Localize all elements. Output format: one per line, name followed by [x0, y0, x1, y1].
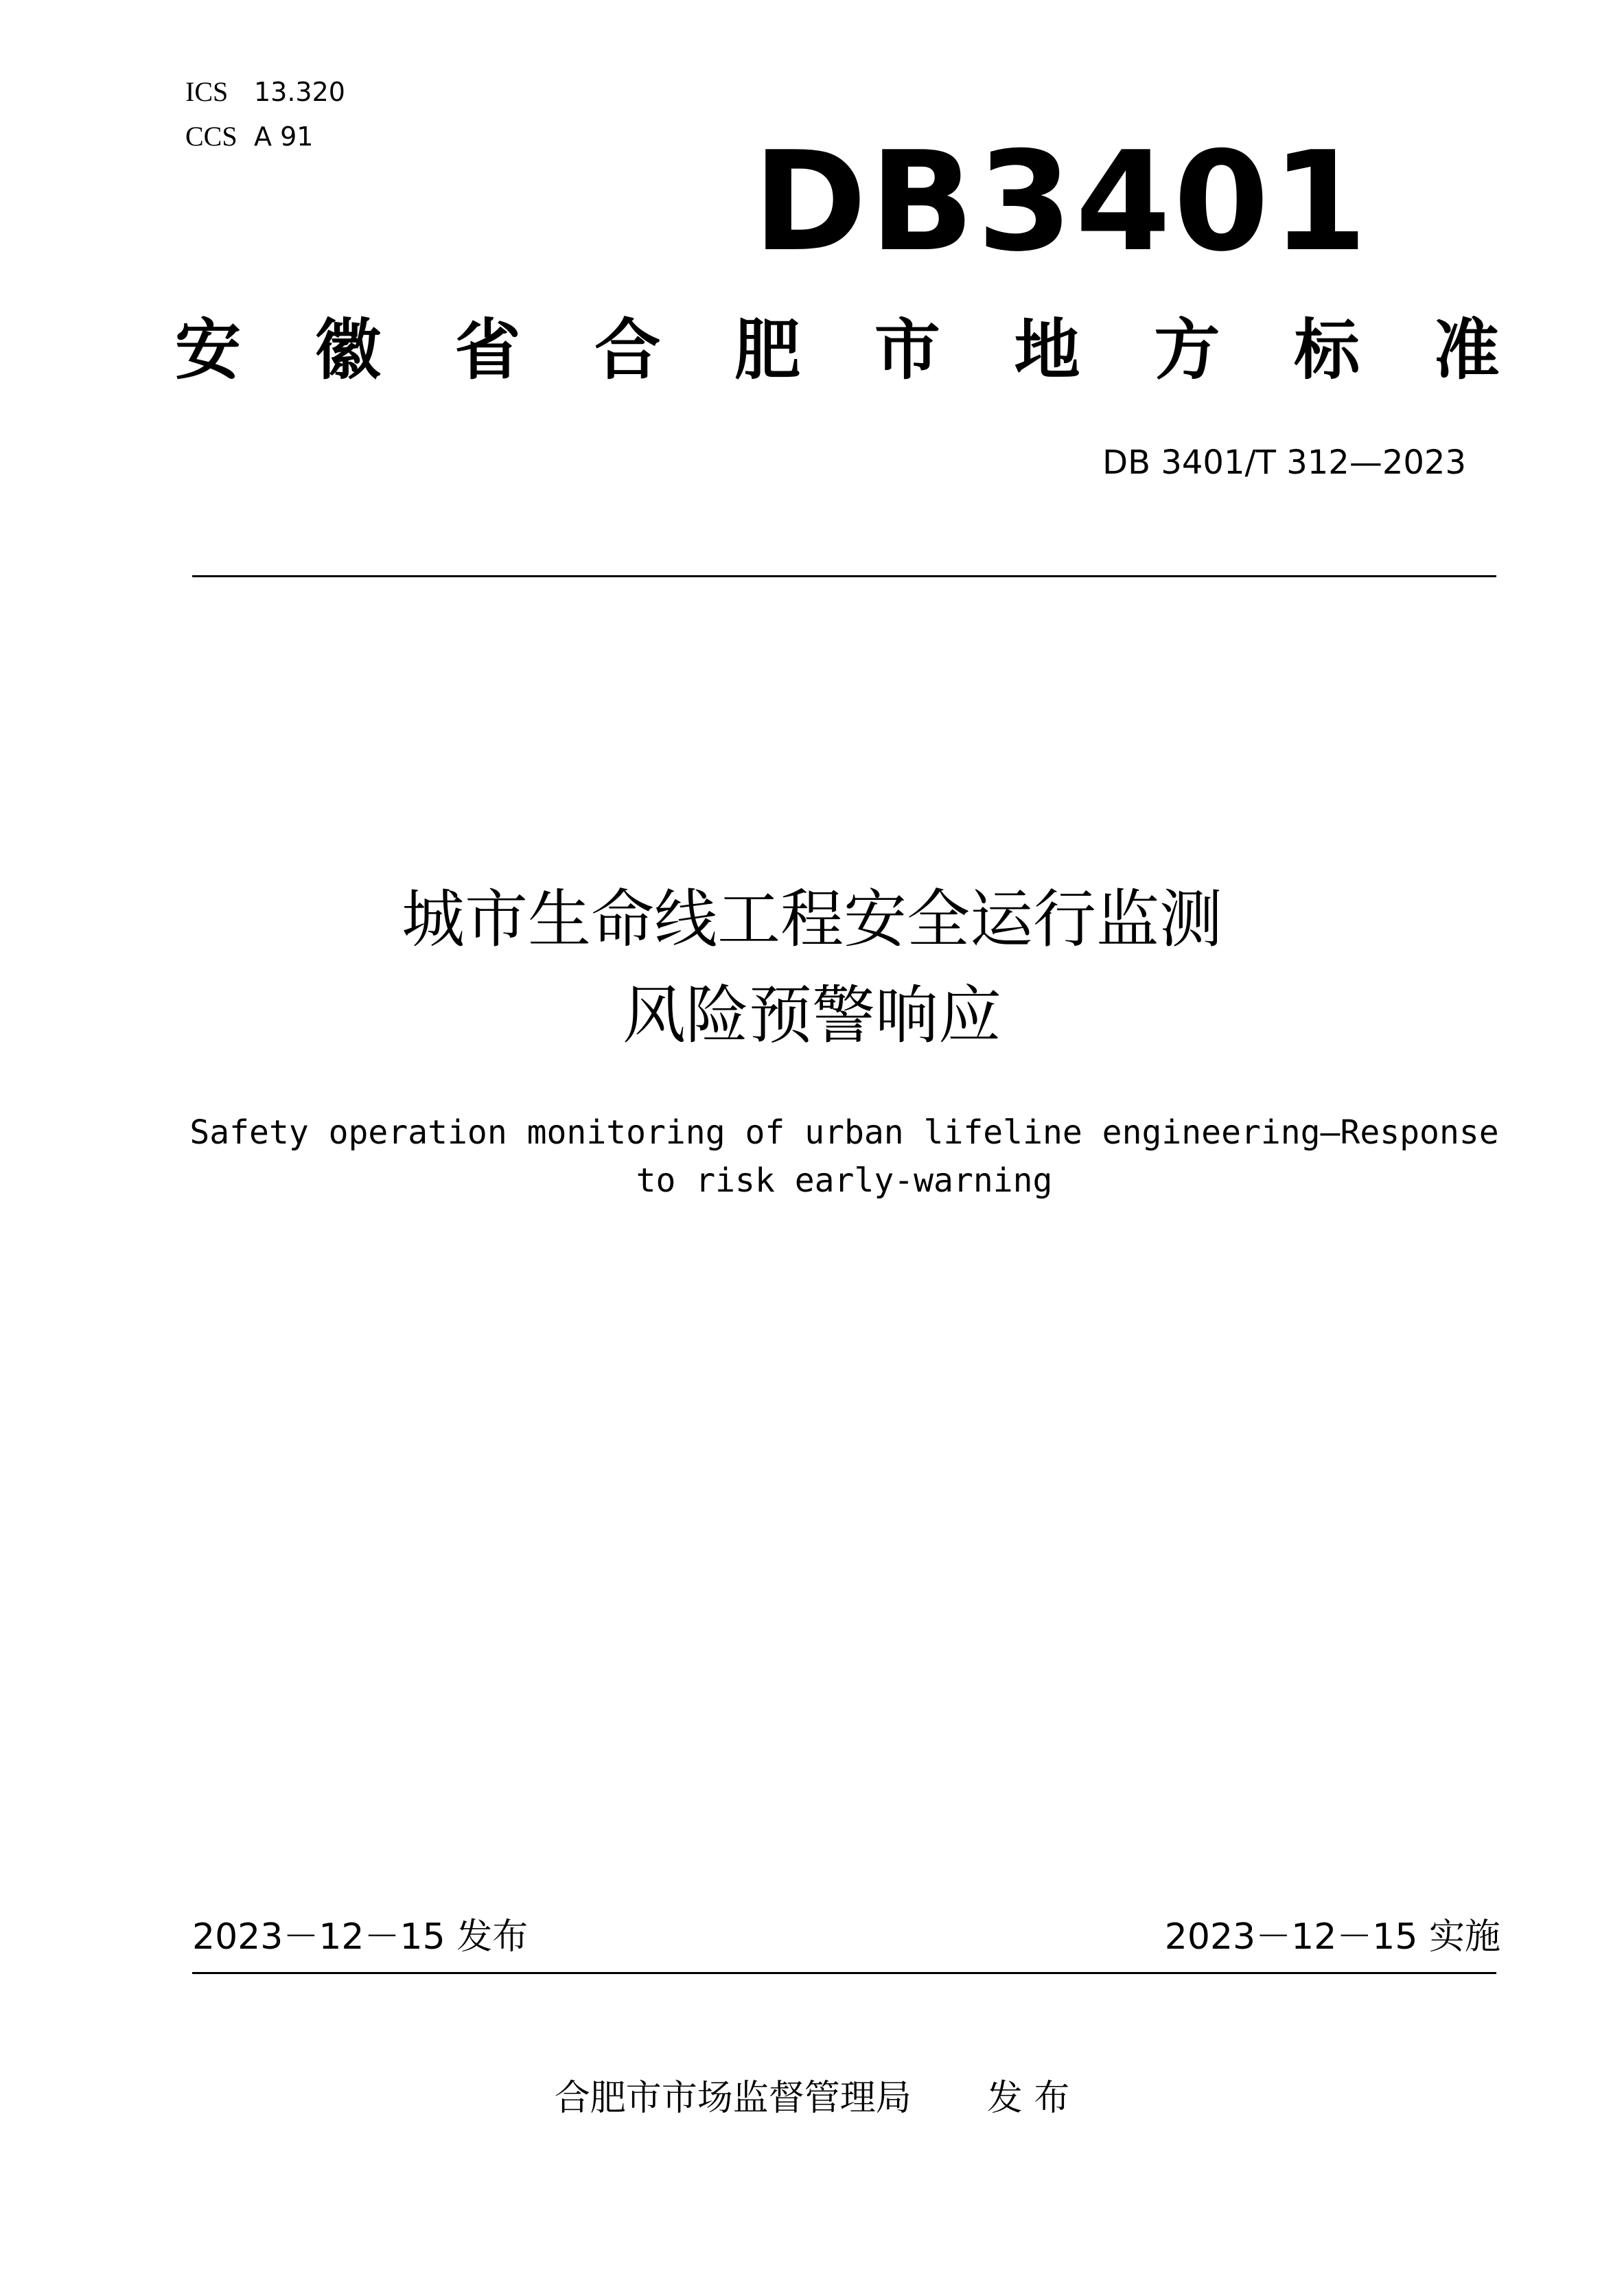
ics-classification [185, 76, 345, 108]
category-char: 方 [1154, 312, 1220, 389]
category-char: 标 [1294, 312, 1360, 389]
header-divider [192, 575, 1496, 577]
issuer-action: 发 布 [986, 2078, 1070, 2119]
category-char: 安 [175, 312, 241, 389]
issuer-name: 合肥市市场监督管理局 [554, 2078, 912, 2119]
category-char: 合 [594, 312, 661, 389]
footer-divider [192, 1972, 1496, 1974]
category-char: 徽 [314, 312, 381, 389]
issue-date: 2023－12－15 发布 [192, 1916, 529, 1958]
standard-category-title [175, 312, 1500, 388]
ccs-classification [185, 120, 313, 153]
issuing-authority [0, 2076, 1624, 2120]
implementation-date: 2023－12－15 实施 [1164, 1916, 1500, 1958]
chinese-title-line1: 城市生命线工程安全运行监测 [401, 883, 1222, 956]
ics-value: 13.320 [254, 77, 345, 107]
standard-number: DB 3401/T 312—2023 [1102, 443, 1466, 482]
category-char: 准 [1433, 312, 1500, 389]
standard-code-logo: DB3401 [752, 122, 1370, 282]
category-char: 省 [454, 312, 521, 389]
category-char: 肥 [734, 312, 801, 389]
chinese-title-line2: 风险预警响应 [622, 979, 1001, 1052]
ics-label: ICS [185, 76, 229, 107]
category-char: 市 [874, 312, 940, 389]
chinese-title [0, 872, 1624, 1064]
category-char: 地 [1014, 312, 1080, 389]
ccs-value: A 91 [254, 121, 314, 152]
english-title: Safety operation monitoring of urban lifeline engineering—Response to risk early-warning [189, 1113, 1499, 1200]
ccs-label: CCS [185, 121, 237, 152]
